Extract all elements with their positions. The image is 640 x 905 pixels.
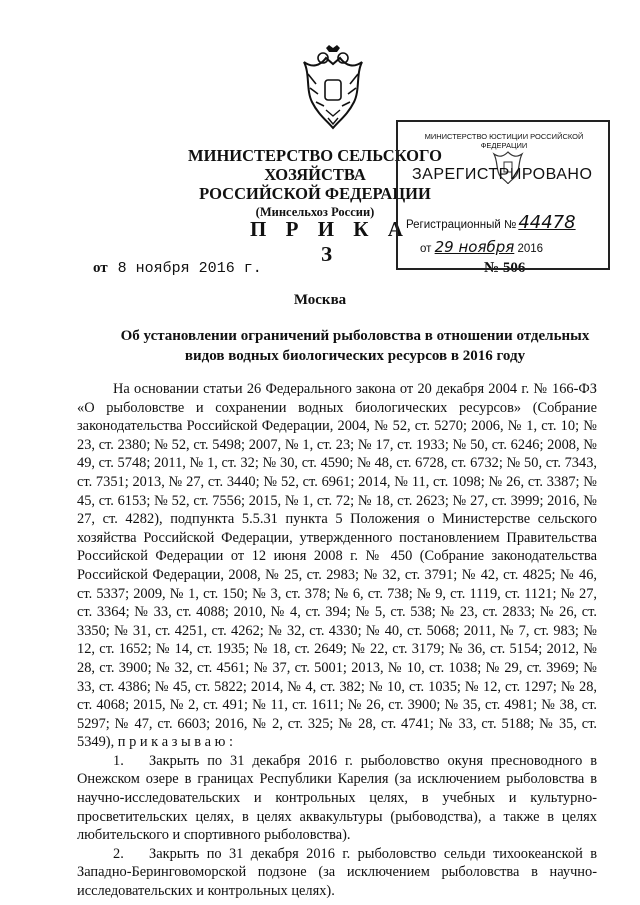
stamp-date-handwritten: 29 ноября (434, 238, 515, 256)
date-value: 8 ноября 2016 г. (117, 260, 262, 277)
stamp-authority: МИНИСТЕРСТВО ЮСТИЦИИ РОССИЙСКОЙ ФЕДЕРАЦИИ (424, 132, 584, 150)
item-text: Закрыть по 31 декабря 2016 г. рыболовство окуня пресноводного в Онежском озере в границах Республики Карелия (за исключением рыболовства в научно-исследовательских и контрольных целях, в учебных и культурно-просветительских целях, в целях аквакультуры (рыбоводства), а также в целях любительского и спортивного рыболовства). (77, 752, 597, 844)
order-date (93, 260, 262, 277)
preamble-paragraph: На основании статьи 26 Федерального закона от 20 декабря 2004 г. № 166-ФЗ «О рыболовстве и сохранении водных биологических ресурсов» (Собрание законодательства Российской Федерации, 2004, № 52, ст. 5270; 2006, № 1, ст. 10; № 23, ст. 2380; № 52, ст. 5498; 2007, № 1, ст. 23; № 17, ст. 1933; № 50, ст. 6246; 2008, № 49, ст. 5748; 2011, № 1, ст. 32; № 30, ст. 4590; № 48, ст. 6728, ст. 6732; № 50, ст. 7343, ст. 7351; 2013, № 27, ст. 3440; № 52, ст. 6961; 2014, № 11, ст. 1098; № 26, ст. 3387; № 45, ст. 6153; № 52, ст. 7556; 2015, № 1, ст. 72; № 18, ст. 2623; № 27, ст. 3999; 2016, № 27, ст. 4282), подпункта 5.5.31 пункта 5 Положения о Министерстве сельского хозяйства Российской Федерации, утвержденного постановлением Правительства Российской Федерации от 12 июня 2008 г. № 450 (Собрание законодательства Российской Федерации, 2008, № 25, ст. 2983; № 32, ст. 3791; № 42, ст. 4825; № 46, ст. 5337; 2009, № 1, ст. 150; № 3, ст. 378; № 6, ст. 738; № 9, ст. 1119, ст. 1121; № 27, ст. 3364; № 33, ст. 4088; 2010, № 4, ст. 394; № 5, ст. 538; № 23, ст. 2833; № 26, ст. 3350; № 31, ст. 4251, ст. 4262; № 32, ст. 4330; № 40, ст. 5068; 2011, № 7, ст. 983; № 12, ст. 1652; № 14, ст. 1935; № 18, ст. 2649; № 22, ст. 3179; № 36, ст. 5154; 2012, № 28, ст. 3900; № 32, ст. 4561; № 37, ст. 5001; 2013, № 10, ст. 1038; № 29, ст. 3969; № 33, ст. 4386; № 45, ст. 5822; 2014, № 4, ст. 382; № 10, ст. 1035; № 12, ст. 1297; № 28, ст. 4068; 2015, № 2, ст. 491; № 11, ст. 1611; № 26, ст. 3900; № 35, ст. 4981; № 38, ст. 5297; № 47, ст. 6603; 2016, № 2, ст. 325; № 28, ст. 4741; № 33, ст. 5188; № 35, ст. 5349), п р и к а з ы в а ю : (77, 381, 597, 751)
order-item (77, 845, 597, 901)
stamp-reg-number: 44478 (518, 212, 576, 233)
order-number: № 506 (484, 260, 526, 276)
order-body (77, 380, 597, 901)
item-number: 1. (113, 752, 124, 769)
stamp-date (420, 238, 543, 256)
item-number: 2. (113, 845, 124, 862)
date-prefix: от (93, 260, 108, 276)
item-text: Закрыть по 31 декабря 2016 г. рыболовство сельди тихоокеанской в Западно-Беринговоморской подзоне (за исключением рыболовства в научно-исследовательских и контрольных целях). (77, 845, 597, 900)
order-subject: Об установлении ограничений рыболовства в отношении отдельных видов водных биологических ресурсов в 2016 году (120, 328, 590, 364)
city-name: Москва (293, 292, 347, 308)
order-item (77, 752, 597, 845)
ministry-short-name: (Минсельхоз России) (255, 205, 375, 219)
stamp-date-year: 2016 (517, 243, 544, 255)
document-type-title: П Р И К А З (250, 217, 410, 266)
ministry-name-line1: МИНИСТЕРСТВО СЕЛЬСКОГО ХОЗЯЙСТВА (188, 146, 442, 184)
ministry-name-line2: РОССИЙСКОЙ ФЕДЕРАЦИИ (199, 184, 431, 203)
stamp-registration-number (406, 212, 576, 233)
registration-stamp (396, 120, 610, 270)
stamp-date-prefix: от (420, 243, 432, 255)
stamp-reg-label: Регистрационный № (406, 219, 517, 231)
stamp-registered-label: ЗАРЕГИСТРИРОВАНО (412, 166, 593, 183)
coat-of-arms-icon (296, 44, 370, 134)
